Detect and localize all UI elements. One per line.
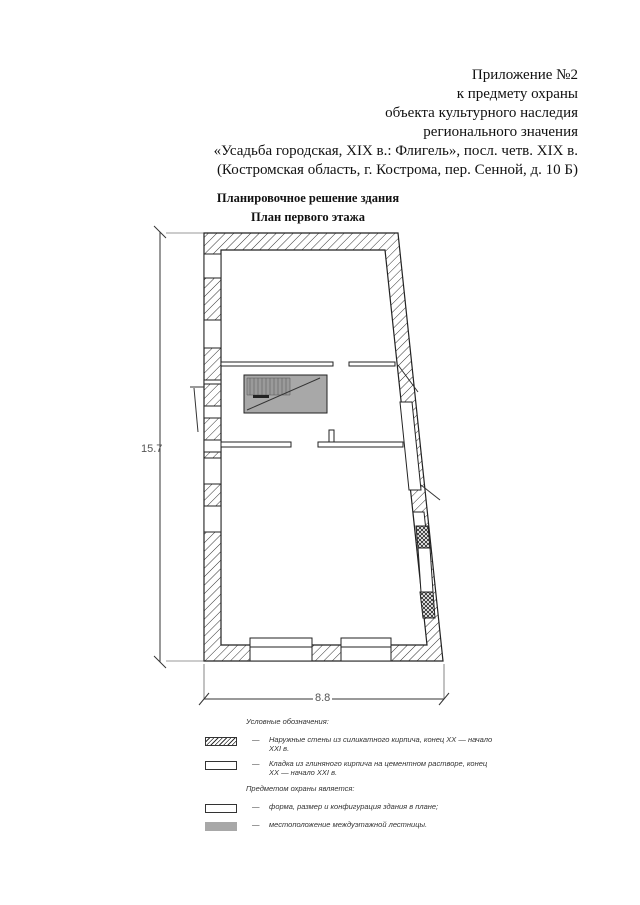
grey-swatch [205,822,237,831]
plain-swatch [205,761,237,770]
header-line: регионального значения [423,124,578,140]
legend-text: форма, размер и конфигурация здания в плане; [269,802,439,811]
legend [205,717,505,837]
plan-subtitle: План первого этажа [251,210,365,224]
dimension-label-width: 8.8 [315,692,331,704]
legend-subheading: Предметом охраны является: [246,784,355,793]
legend-item [205,801,505,819]
staircase [244,375,327,413]
legend-text: местоположение междуэтажной лестницы. [269,820,428,829]
legend-heading: Условные обозначения: [246,717,329,726]
legend-dash: — [252,735,260,744]
legend-text: Наружные стены из силикатного кирпича, конец XX — начало XXI в. [269,735,493,753]
legend-text: Кладка из глиняного кирпича на цементном растворе, конец XX — начало XXI в. [269,759,488,777]
header-line: (Костромская область, г. Кострома, пер. Сенной, д. 10 Б) [216,162,578,178]
legend-dash: — [252,802,260,811]
header-line: к предмету охраны [456,86,578,102]
legend-item [205,734,505,758]
header-line: объекта культурного наследия [385,105,578,121]
legend-dash: — [252,759,260,768]
header-line: Приложение №2 [471,67,578,83]
dimension-label-height: 15.7 [141,443,163,455]
legend-dash: — [252,820,260,829]
legend-item [205,819,505,837]
plan-title: Планировочное решение здания [216,191,400,205]
hatched-swatch [205,737,237,746]
header-line: «Усадьба городская, XIX в.: Флигель», посл. четв. XIX в. [213,143,578,159]
plain-swatch [205,804,237,813]
legend-item [205,758,505,782]
